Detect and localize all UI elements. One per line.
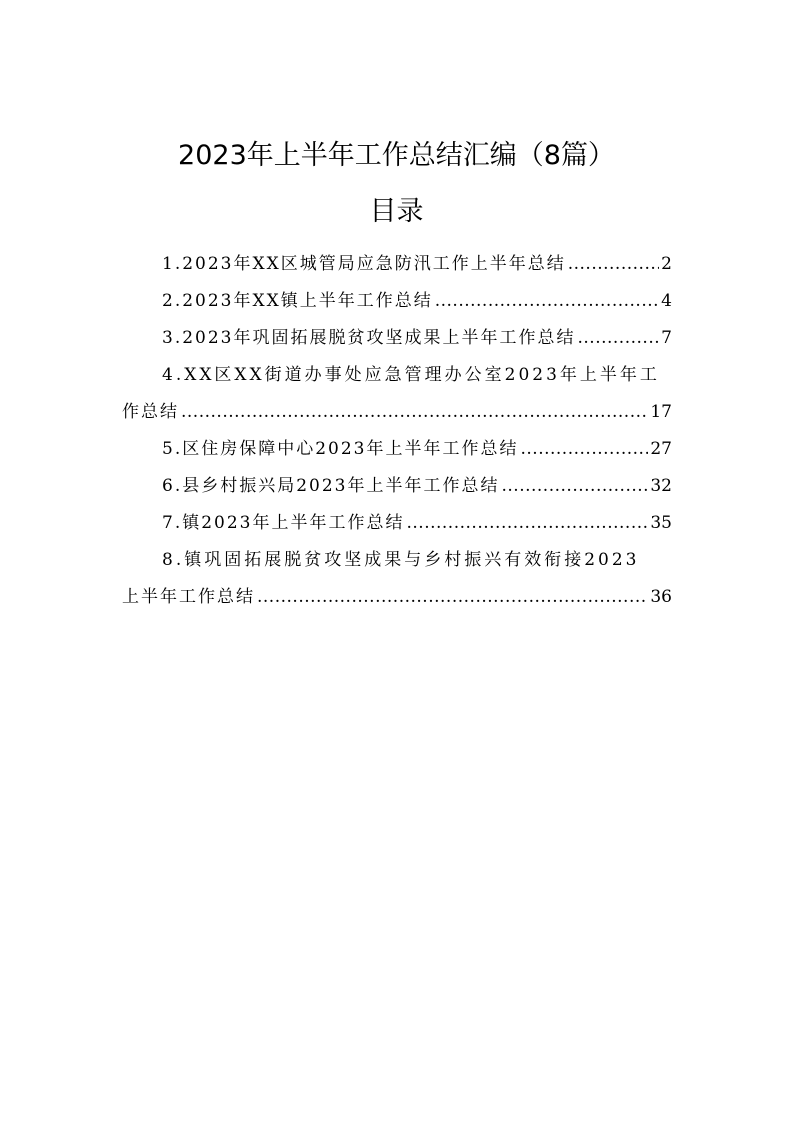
- toc-dot-leader: [406, 505, 648, 542]
- toc-page-number: 7: [661, 328, 672, 348]
- toc-dot-leader: [257, 579, 648, 616]
- toc-page-number: 36: [650, 587, 672, 607]
- toc-entry-title: 7.镇2023年上半年工作总结: [162, 513, 405, 533]
- toc-dot-leader: [568, 246, 659, 283]
- toc-entry-4[interactable]: [122, 357, 672, 431]
- toc-entry-title-line1: 8.镇巩固拓展脱贫攻坚成果与乡村振兴有效衔接2023: [162, 550, 640, 570]
- toc-page-number: 17: [650, 402, 672, 422]
- toc-entry-8[interactable]: [122, 542, 672, 616]
- toc-page-number: 32: [650, 476, 672, 496]
- toc-entry-title: 1.2023年XX区城管局应急防汛工作上半年总结: [162, 254, 566, 274]
- toc-dot-leader: [435, 283, 659, 320]
- toc-entry-title-line1: 4.XX区XX街道办事处应急管理办公室2023年上半年工: [162, 365, 660, 385]
- toc-entry-title: 3.2023年巩固拓展脱贫攻坚成果上半年工作总结: [162, 328, 576, 348]
- toc-page-number: 2: [661, 254, 672, 274]
- toc-page-number: 35: [650, 513, 672, 533]
- toc-dot-leader: [501, 468, 648, 505]
- document-title: 2023年上半年工作总结汇编（8篇）: [178, 140, 615, 171]
- toc-page-number: 27: [650, 439, 672, 459]
- toc-dot-leader: [520, 431, 648, 468]
- toc-entry-title: 5.区住房保障中心2023年上半年工作总结: [162, 439, 519, 459]
- toc-dot-leader: [181, 394, 648, 431]
- toc-entry-2[interactable]: [122, 283, 672, 320]
- toc-entry-6[interactable]: [122, 468, 672, 505]
- toc-entry-7[interactable]: [122, 505, 672, 542]
- toc-entry-5[interactable]: [122, 431, 672, 468]
- toc-dot-leader: [577, 320, 659, 357]
- toc-entry-3[interactable]: [122, 320, 672, 357]
- toc-entry-title-line2: 上半年工作总结: [122, 587, 255, 607]
- toc-entry-title: 2.2023年XX镇上半年工作总结: [162, 291, 433, 311]
- table-of-contents: [122, 246, 672, 616]
- toc-entry-title-line2: 作总结: [122, 402, 179, 422]
- toc-entry-title: 6.县乡村振兴局2023年上半年工作总结: [162, 476, 500, 496]
- toc-heading: 目录: [369, 196, 424, 227]
- toc-entry-1[interactable]: [122, 246, 672, 283]
- toc-page-number: 4: [661, 291, 672, 311]
